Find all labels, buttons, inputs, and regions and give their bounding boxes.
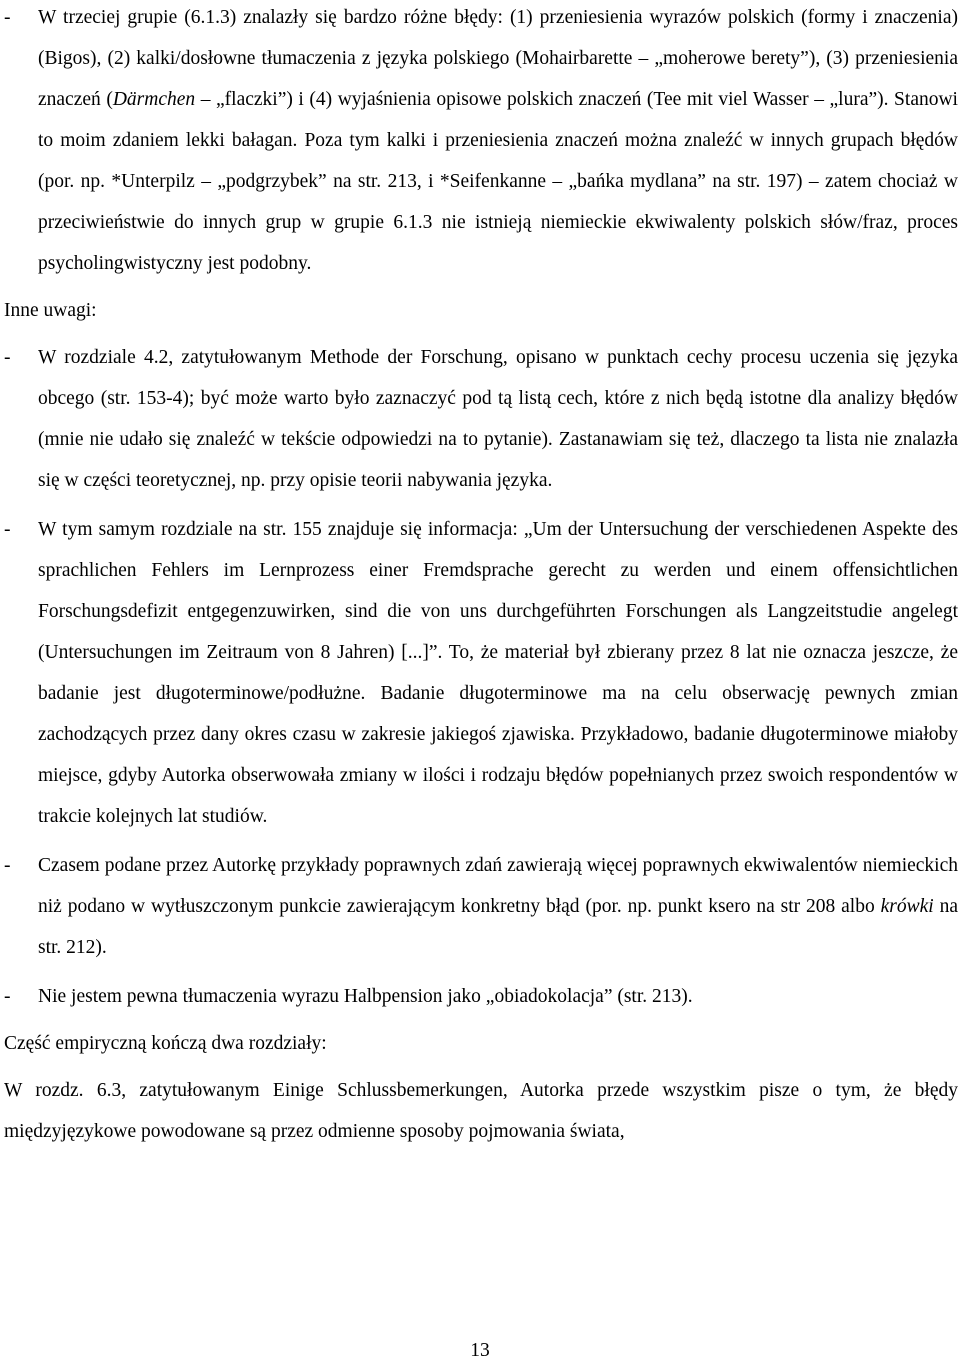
page-number: 13 [470,1340,490,1361]
paragraph-text: Nie jestem pewna tłumaczenia wyrazu Halbpension jako „obiadokolacja” (str. 213). [38,986,693,1007]
bullet-dash: - [4,519,11,540]
italic-term: krówki [880,896,934,917]
paragraph-text: W trzeciej grupie (6.1.3) znalazły się bardzo różne błędy: (1) przeniesienia wyrazów polskich (formy i znaczenia) (Bigos), (2) kalki/dosłowne tłumaczenia z języka polskiego (Mohairbarette – „moherowe berety”), (3) przeniesienia znaczeń (Därmchen – „flaczki”) i (4) wyjaśnienia opisowe polskich znaczeń (Tee mit viel Wasser – „lura”). Stanowi to moim zdaniem lekki bałagan. Poza tym kalki i przeniesienia znaczeń można znaleźć w innych grupach błędów (por. np. *Unterpilz – „podgrzybek” na str. 213, i *Seifenkanne – „bańka mydlana” na str. 197) – zatem chociaż w przeciwieństwie do innych grup w grupie 6.1.3 nie istnieją niemieckie ekwiwalenty polskich słów/fraz, proces psycholingwistyczny jest podobny. [38,7,958,274]
bullet-item-chapter-4-2 [0,337,958,501]
italic-term: Därmchen [112,89,196,110]
heading-empirical-part: Część empiryczną kończą dwa rozdziały: [4,1033,327,1054]
closing-paragraph: W rozdz. 6.3, zatytułowanym Einige Schlussbemerkungen, Autorka przede wszystkim pisze o tym, że błędy międzyjęzykowe powodowane są przez odmienne sposoby pojmowania świata, [4,1080,958,1142]
bullet-dash: - [4,986,11,1007]
bullet-item-halbpension [0,976,958,1017]
paragraph-text: W rozdziale 4.2, zatytułowanym Methode der Forschung, opisano w punktach cechy procesu uczenia się języka obcego (str. 153-4); być może warto było zaznaczyć pod tą listą cech, które z nich będą istotne dla analizy błędów (mnie nie udało się znaleźć w tekście odpowiedzi na to pytanie). Zastanawiam się też, dlaczego ta lista nie znalazła się w części teoretycznej, np. przy opisie teorii nabywania języka. [38,347,958,491]
paragraph-text: W tym samym rozdziale na str. 155 znajduje się informacja: „Um der Untersuchung der verschiedenen Aspekte des sprachlichen Fehlers im Lernprozess einer Fremdsprache gerecht zu werden und einem offensichtlichen Forschungsdefizit entgegenzuwirken, sind die von uns durchgeführten Forschungen als Langzeitstudie angelegt (Untersuchungen im Zeitraum von 8 Jahren) [...]”. To, że materiał był zbierany przez 8 lat nie oznacza jeszcze, że badanie jest długoterminowe/podłużne. Badanie długoterminowe ma na celu obserwację pewnych zmian zachodzących przez dany okres czasu w zakresie jakiegoś zjawiska. Przykładowo, badanie długoterminowe miałoby miejsce, gdyby Autorka obserwowała zmiany w ilości i rodzaju błędów popełnianych przez swoich respondentów w trakcie kolejnych lat studiów. [38,519,958,827]
bullet-item-longitudinal-study [0,509,958,837]
bullet-dash: - [4,7,11,28]
bullet-item-example-sentences [0,845,958,968]
bullet-dash: - [4,855,11,876]
paragraph-text: Czasem podane przez Autorkę przykłady poprawnych zdań zawierają więcej poprawnych ekwiwalentów niemieckich niż podano w wytłuszczonym punkcie zawierającym konkretny błąd (por. np. punkt ksero na str 208 albo krówki na str. 212). [38,855,958,958]
bullet-item-error-groups [0,0,958,284]
bullet-dash: - [4,347,11,368]
heading-other-remarks: Inne uwagi: [4,300,97,321]
